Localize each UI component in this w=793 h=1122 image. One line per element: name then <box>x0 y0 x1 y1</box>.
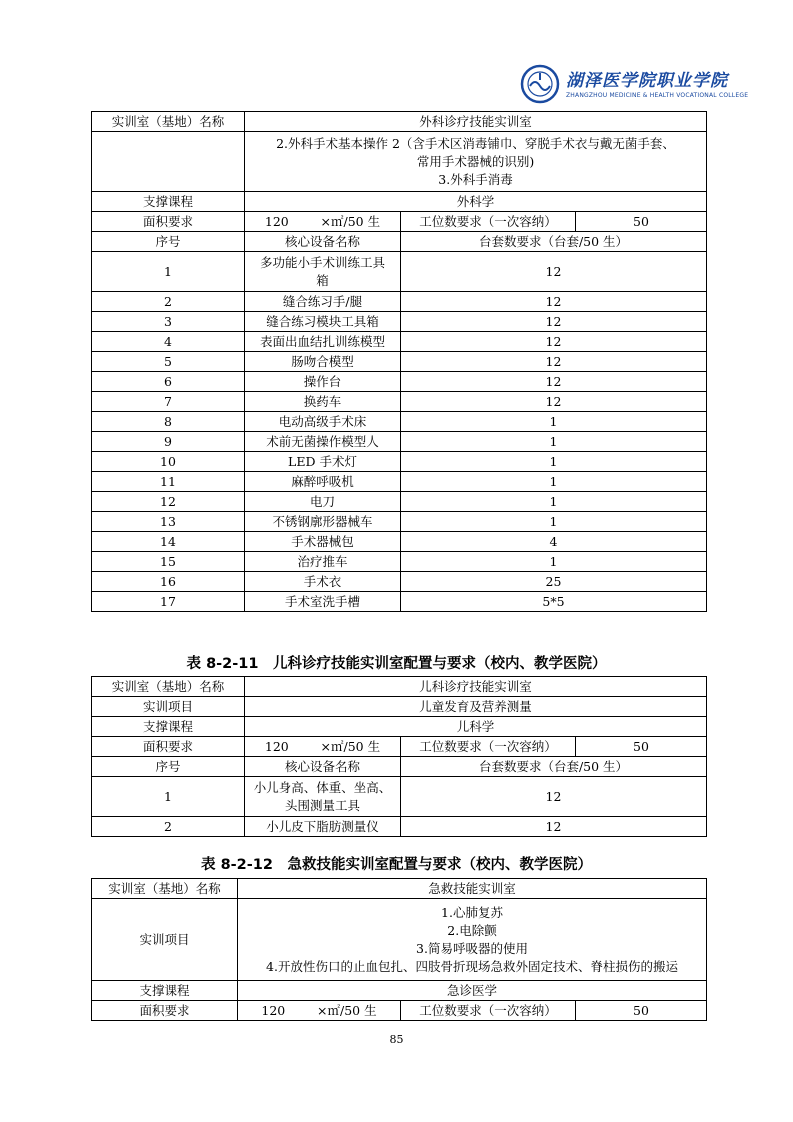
table-row: 12 电刀 1 <box>92 492 707 512</box>
area-value: 120 ×㎡/50 生 <box>245 737 401 757</box>
station-label: 工位数要求（一次容纳） <box>401 1001 576 1021</box>
college-name-en: ZHANGZHOU MEDICINE & HEALTH VOCATIONAL COLLEGE <box>566 91 749 99</box>
table-row: 17 手术室洗手槽 5*5 <box>92 592 707 612</box>
table-row: 3 缝合练习模块工具箱 12 <box>92 312 707 332</box>
table-row: 14 手术器械包 4 <box>92 532 707 552</box>
table-row: 8 电动高级手术床 1 <box>92 412 707 432</box>
project-label: 实训项目 <box>92 697 245 717</box>
training-project-cell: 2.外科手术基本操作 2（含手术区消毒铺巾、穿脱手术衣与戴无菌手套、 常用手术器械的识别) 3.外科手消毒 <box>245 132 707 192</box>
lab-name-label: 实训室（基地）名称 <box>92 677 245 697</box>
table-row: 4 表面出血结扎训练模型 12 <box>92 332 707 352</box>
table-row: 7 换药车 12 <box>92 392 707 412</box>
lab-name-value: 外科诊疗技能实训室 <box>245 112 707 132</box>
pediatrics-lab-table <box>91 676 707 837</box>
college-logo <box>520 62 750 106</box>
college-emblem-icon <box>520 64 560 104</box>
table-row: 9 术前无菌操作模型人 1 <box>92 432 707 452</box>
table-row: 16 手术衣 25 <box>92 572 707 592</box>
station-label: 工位数要求（一次容纳） <box>401 737 576 757</box>
table-row: 2 小儿皮下脂肪测量仪 12 <box>92 817 707 837</box>
course-label: 支撑课程 <box>92 717 245 737</box>
station-value: 50 <box>576 1001 707 1021</box>
station-value: 50 <box>576 737 707 757</box>
table-row: 15 治疗推车 1 <box>92 552 707 572</box>
course-label: 支撑课程 <box>92 981 238 1001</box>
page-number: 85 <box>389 1033 404 1046</box>
table-caption-pediatrics: 表 8-2-11 儿科诊疗技能实训室配置与要求（校内、教学医院） <box>186 656 607 672</box>
area-value: 120 ×㎡/50 生 <box>238 1001 401 1021</box>
col-seq-header: 序号 <box>92 757 245 777</box>
table-row: 11 麻醉呼吸机 1 <box>92 472 707 492</box>
station-value: 50 <box>576 212 707 232</box>
project-value: 1.心肺复苏 2.电除颤 3.简易呼吸器的使用 4.开放性伤口的止血包扎、四肢骨折现场急救外固定技术、脊柱损伤的搬运 <box>238 899 707 981</box>
area-label: 面积要求 <box>92 737 245 757</box>
col-quantity-header: 台套数要求（台套/50 生） <box>401 757 707 777</box>
first-aid-lab-table <box>91 878 707 1021</box>
lab-name-label: 实训室（基地）名称 <box>92 112 245 132</box>
col-seq-header: 序号 <box>92 232 245 252</box>
table-caption-first-aid: 表 8-2-12 急救技能实训室配置与要求（校内、教学医院） <box>201 857 592 873</box>
college-name-cn: 湖泽医学院职业学院 <box>566 70 728 91</box>
table-row: 1 小儿身高、体重、坐高、 头围测量工具 12 <box>92 777 707 817</box>
lab-name-label: 实训室（基地）名称 <box>92 879 238 899</box>
lab-name-value: 儿科诊疗技能实训室 <box>245 677 707 697</box>
course-label: 支撑课程 <box>92 192 245 212</box>
area-label: 面积要求 <box>92 212 245 232</box>
col-equipment-header: 核心设备名称 <box>245 232 401 252</box>
project-value: 儿童发育及营养测量 <box>245 697 707 717</box>
course-value: 急诊医学 <box>238 981 707 1001</box>
table-row: 10 LED 手术灯 1 <box>92 452 707 472</box>
station-label: 工位数要求（一次容纳） <box>401 212 576 232</box>
col-quantity-header: 台套数要求（台套/50 生） <box>401 232 707 252</box>
table-row: 1 多功能小手术训练工具 箱 12 <box>92 252 707 292</box>
surgery-lab-table <box>91 111 707 612</box>
table-row: 5 肠吻合模型 12 <box>92 352 707 372</box>
area-label: 面积要求 <box>92 1001 238 1021</box>
area-value: 120 ×㎡/50 生 <box>245 212 401 232</box>
project-label: 实训项目 <box>92 899 238 981</box>
table-row: 2 缝合练习手/腿 12 <box>92 292 707 312</box>
lab-name-value: 急救技能实训室 <box>238 879 707 899</box>
course-value: 外科学 <box>245 192 707 212</box>
course-value: 儿科学 <box>245 717 707 737</box>
table-row: 13 不锈钢廓形器械车 1 <box>92 512 707 532</box>
table-row: 6 操作台 12 <box>92 372 707 392</box>
col-equipment-header: 核心设备名称 <box>245 757 401 777</box>
